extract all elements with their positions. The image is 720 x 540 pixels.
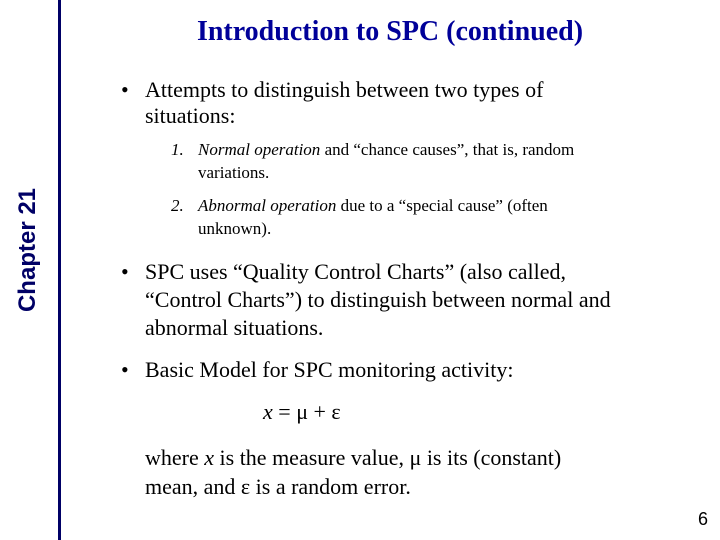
bullet-attempts bbox=[121, 77, 605, 129]
sub-item-text: and “chance causes”, that is, random variations. bbox=[198, 140, 575, 182]
model-formula bbox=[263, 399, 341, 425]
sidebar-divider bbox=[58, 0, 61, 540]
explanation-x: x bbox=[204, 445, 215, 470]
explanation-text: where bbox=[145, 445, 205, 470]
formula-epsilon: ε bbox=[331, 399, 341, 424]
sub-item-text: due to a “special cause” (often unknown). bbox=[198, 196, 548, 238]
sub-item-number: 1. bbox=[171, 140, 184, 159]
sub-item-abnormal bbox=[171, 194, 618, 240]
formula-explanation bbox=[145, 443, 615, 501]
page-number: 6 bbox=[697, 509, 708, 529]
bullet-text: Basic Model for SPC monitoring activity: bbox=[145, 357, 514, 382]
explanation-text: is its (constant) mean, and bbox=[145, 445, 562, 499]
explanation-mu: μ bbox=[409, 445, 422, 470]
slide-title: Introduction to SPC (continued) bbox=[196, 16, 584, 47]
bullet-marker: • bbox=[121, 357, 129, 382]
sub-item-italic: Normal operation bbox=[198, 140, 321, 159]
bullet-control-charts bbox=[121, 258, 635, 342]
formula-x: x bbox=[263, 399, 273, 424]
formula-equals: = bbox=[272, 399, 297, 424]
bullet-marker: • bbox=[121, 259, 129, 284]
bullet-text: SPC uses “Quality Control Charts” (also called, “Control Charts”) to distinguish between normal and abnormal situations. bbox=[145, 259, 611, 340]
sub-item-italic: Abnormal operation bbox=[198, 196, 337, 215]
chapter-label-container bbox=[6, 160, 50, 340]
sub-item-normal bbox=[171, 138, 648, 184]
explanation-text: is a random error. bbox=[250, 474, 411, 499]
sub-item-number: 2. bbox=[171, 196, 184, 215]
bullet-basic-model bbox=[121, 357, 645, 383]
explanation-epsilon: ε bbox=[240, 474, 251, 499]
formula-mu: μ bbox=[296, 399, 308, 424]
bullet-text: Attempts to distinguish between two types of situations: bbox=[145, 77, 544, 128]
bullet-marker: • bbox=[121, 77, 129, 102]
chapter-label: Chapter 21 bbox=[14, 187, 42, 313]
explanation-text: is the measure value, bbox=[214, 445, 410, 470]
formula-plus: + bbox=[307, 399, 332, 424]
